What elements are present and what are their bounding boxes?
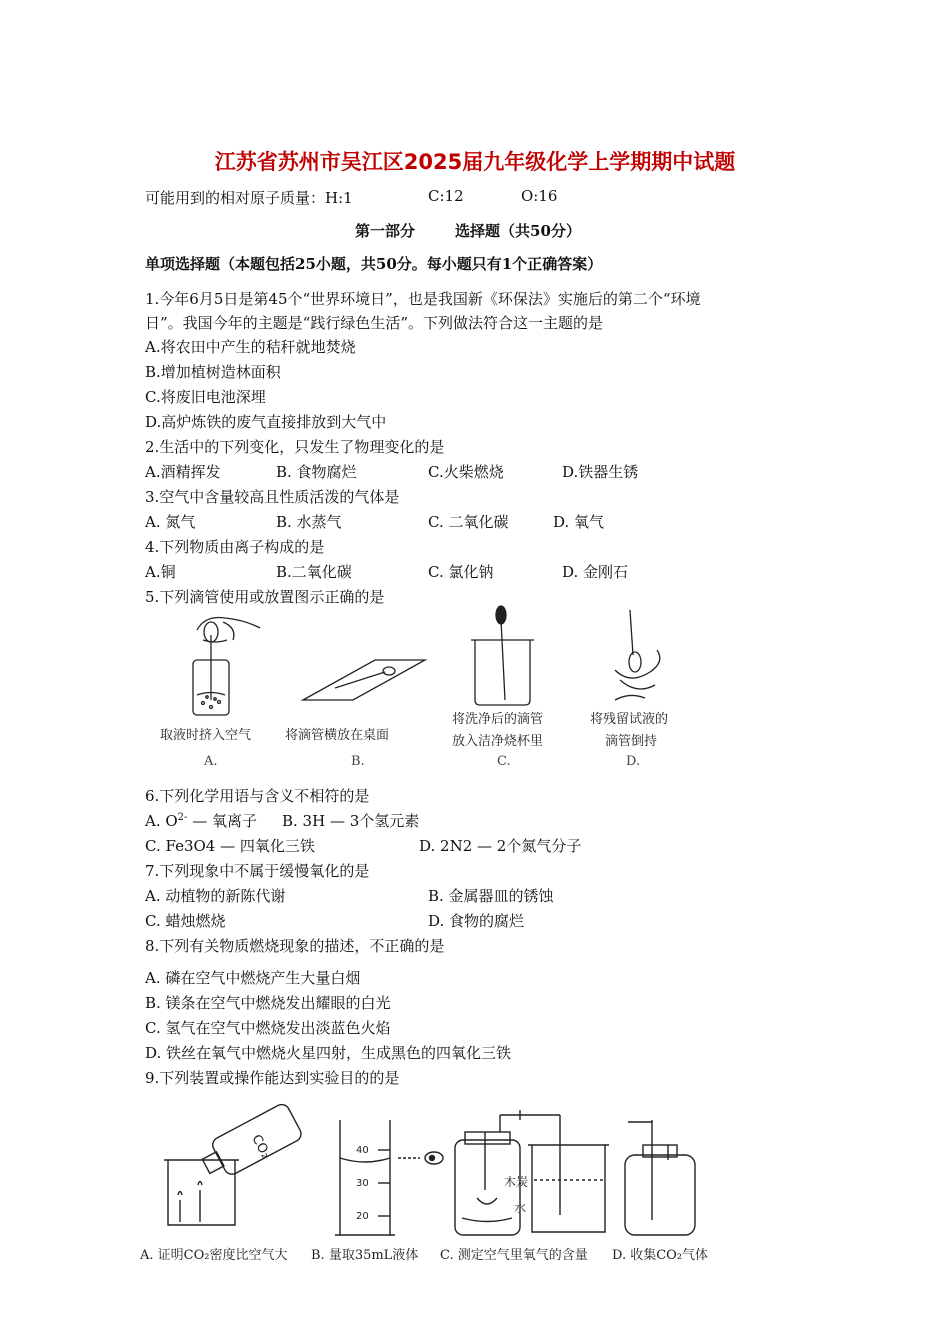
q1-line1: 1.今年6月5日是第45个“世界环境日”，也是我国新《环保法》实施后的第二个“环境 bbox=[145, 290, 701, 308]
q5-caption-d-line2: 滴管倒持 bbox=[605, 734, 658, 749]
q7-option-a: A. 动植物的新陈代谢 bbox=[145, 887, 286, 905]
q8-stem: 8.下列有关物质燃烧现象的描述，不正确的是 bbox=[145, 937, 445, 955]
atomic-mass-h: H:1 bbox=[325, 189, 353, 207]
section-name: 选择题（共50分） bbox=[455, 222, 581, 240]
q3-option-a: A. 氮气 bbox=[145, 513, 196, 531]
q9-apparatus-figures bbox=[140, 1100, 740, 1240]
q5-figure-d bbox=[615, 610, 660, 700]
q9-figure-a bbox=[164, 1102, 304, 1225]
q1-option-c: C.将废旧电池深埋 bbox=[145, 388, 266, 406]
q5-figure-b bbox=[303, 660, 425, 700]
atomic-mass-line bbox=[145, 187, 353, 208]
q5-figure-c bbox=[471, 606, 534, 705]
q7-option-d: D. 食物的腐烂 bbox=[428, 912, 525, 930]
q1-option-b: B.增加植树造林面积 bbox=[145, 363, 281, 381]
q9-scale-30: 30 bbox=[356, 1178, 369, 1189]
q8-option-a: A. 磷在空气中燃烧产生大量白烟 bbox=[145, 969, 361, 987]
q6-option-c: C. Fe3O4 — 四氧化三铁 bbox=[145, 837, 315, 855]
q5-figure-a bbox=[193, 618, 260, 716]
q9-caption-d: D. 收集CO₂气体 bbox=[612, 1248, 709, 1263]
q9-label-charcoal: 木炭 bbox=[504, 1175, 529, 1189]
q3-option-c: C. 二氧化碳 bbox=[428, 513, 509, 531]
q4-option-a: A.铜 bbox=[145, 563, 176, 581]
q6-a-post: — 氧离子 bbox=[187, 812, 257, 830]
q2-stem: 2.生活中的下列变化，只发生了物理变化的是 bbox=[145, 438, 445, 456]
q4-option-d: D. 金刚石 bbox=[562, 563, 629, 581]
q5-caption-c-line1: 将洗净后的滴管 bbox=[452, 712, 544, 727]
q9-label-water: 水 bbox=[514, 1201, 527, 1215]
q3-stem: 3.空气中含量较高且性质活泼的气体是 bbox=[145, 488, 400, 506]
q6-a-sup: 2- bbox=[177, 812, 188, 823]
q1-option-d: D.高炉炼铁的废气直接排放到大气中 bbox=[145, 413, 387, 431]
q5-option-c: C. bbox=[497, 754, 511, 769]
q9-caption-a: A. 证明CO₂密度比空气大 bbox=[140, 1248, 288, 1263]
atomic-mass-o: O:16 bbox=[521, 187, 558, 205]
q2-option-a: A.酒精挥发 bbox=[145, 463, 221, 481]
q5-caption-d-line1: 将残留试液的 bbox=[590, 712, 669, 727]
q4-stem: 4.下列物质由离子构成的是 bbox=[145, 538, 325, 556]
q1-option-a: A.将农田中产生的秸秆就地焚烧 bbox=[145, 338, 356, 356]
q3-option-b: B. 水蒸气 bbox=[276, 513, 342, 531]
page-title: 江苏省苏州市吴江区2025届九年级化学上学期期中试题 bbox=[214, 150, 736, 174]
q9-scale-40: 40 bbox=[356, 1145, 369, 1156]
q9-bottle-label: CO₂ bbox=[248, 1132, 274, 1162]
q9-figure-d bbox=[625, 1120, 695, 1235]
q9-caption-b: B. 量取35mL液体 bbox=[311, 1248, 419, 1263]
q8-option-b: B. 镁条在空气中燃烧发出耀眼的白光 bbox=[145, 994, 391, 1012]
q6-a-pre: A. O bbox=[145, 812, 178, 830]
q1-line2: 日”。我国今年的主题是“践行绿色生活”。下列做法符合这一主题的是 bbox=[145, 314, 604, 332]
q9-scale-20: 20 bbox=[356, 1211, 369, 1222]
q3-option-d: D. 氧气 bbox=[553, 513, 605, 531]
q5-dropper-figures bbox=[145, 600, 705, 780]
q2-option-b: B. 食物腐烂 bbox=[276, 463, 357, 481]
q6-option-a bbox=[145, 810, 257, 831]
q5-stem: 5.下列滴管使用或放置图示正确的是 bbox=[145, 588, 385, 606]
q6-stem: 6.下列化学用语与含义不相符的是 bbox=[145, 787, 370, 805]
q8-option-d: D. 铁丝在氧气中燃烧火星四射，生成黑色的四氧化三铁 bbox=[145, 1044, 512, 1062]
section-part: 第一部分 bbox=[355, 222, 416, 240]
q9-figure-b bbox=[335, 1120, 443, 1235]
q5-option-a: A. bbox=[204, 754, 218, 769]
q5-caption-a: 取液时挤入空气 bbox=[160, 728, 252, 743]
q5-option-b: B. bbox=[351, 754, 365, 769]
instruction: 单项选择题（本题包括25小题，共50分。每小题只有1个正确答案） bbox=[145, 255, 603, 273]
q5-caption-c-line2: 放入洁净烧杯里 bbox=[452, 734, 544, 749]
q4-option-c: C. 氯化钠 bbox=[428, 563, 494, 581]
q9-stem: 9.下列装置或操作能达到实验目的的是 bbox=[145, 1069, 400, 1087]
q8-option-c: C. 氢气在空气中燃烧发出淡蓝色火焰 bbox=[145, 1019, 391, 1037]
q5-caption-b: 将滴管横放在桌面 bbox=[285, 728, 390, 743]
q7-stem: 7.下列现象中不属于缓慢氧化的是 bbox=[145, 862, 370, 880]
q7-option-c: C. 蜡烛燃烧 bbox=[145, 912, 226, 930]
q6-option-d: D. 2N2 — 2个氮气分子 bbox=[419, 837, 582, 855]
q7-option-b: B. 金属器皿的锈蚀 bbox=[428, 887, 554, 905]
q2-option-d: D.铁器生锈 bbox=[562, 463, 639, 481]
q2-option-c: C.火柴燃烧 bbox=[428, 463, 504, 481]
q9-caption-c: C. 测定空气里氧气的含量 bbox=[440, 1248, 588, 1263]
q5-option-d: D. bbox=[626, 754, 641, 769]
q4-option-b: B.二氧化碳 bbox=[276, 563, 352, 581]
q9-figure-c bbox=[455, 1110, 609, 1235]
atomic-mass-label: 可能用到的相对原子质量： bbox=[145, 189, 326, 207]
atomic-mass-c: C:12 bbox=[428, 187, 464, 205]
q6-option-b: B. 3H — 3个氢元素 bbox=[282, 812, 420, 830]
